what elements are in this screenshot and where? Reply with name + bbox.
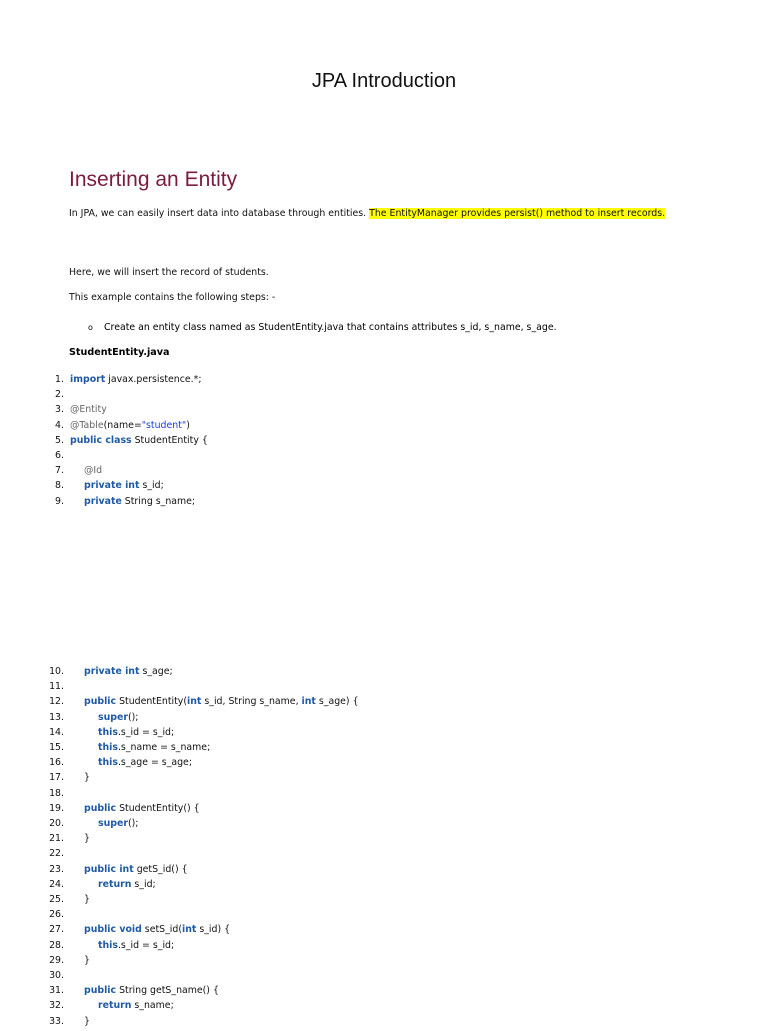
line-number: 28. <box>49 939 64 951</box>
code-text <box>98 940 174 951</box>
code-keyword: private int <box>84 666 140 677</box>
section-heading: Inserting an Entity <box>69 168 238 191</box>
line-number: 16. <box>49 757 64 769</box>
bullet-icon: o <box>88 323 93 332</box>
code-keyword: public <box>84 696 117 708</box>
code-text <box>84 833 90 844</box>
code-text <box>98 1000 174 1011</box>
code-keyword: public void <box>84 924 142 936</box>
code-text <box>84 496 195 507</box>
code-text <box>84 955 90 966</box>
code-token: s_id; <box>131 878 156 890</box>
line-number: 14. <box>49 726 64 738</box>
code-token: StudentEntity() { <box>116 802 200 814</box>
line-number: 17. <box>49 772 64 784</box>
code-annotation: @Table <box>70 419 104 431</box>
line-number: 27. <box>49 924 64 936</box>
code-token: javax.persistence.*; <box>105 374 202 385</box>
line-number: 31. <box>49 985 64 997</box>
line-number: 3. <box>55 404 64 416</box>
intro-paragraph <box>69 208 665 219</box>
intro-text: In JPA, we can easily insert data into database through entities. <box>69 208 370 219</box>
code-text <box>84 480 164 491</box>
code-text <box>84 864 188 875</box>
code-keyword: this <box>98 757 118 769</box>
code-keyword: public <box>84 802 117 814</box>
line-number: 13. <box>49 711 64 723</box>
code-keyword: public <box>84 985 117 997</box>
line-number: 18. <box>49 787 64 799</box>
code-keyword: this <box>98 939 118 951</box>
code-token: getS_id() { <box>133 863 188 875</box>
code-annotation: @Id <box>84 465 103 477</box>
code-keyword: return <box>98 1000 132 1012</box>
line-number: 25. <box>49 894 64 905</box>
code-keyword: super <box>98 818 128 829</box>
code-token: s_id, String s_name, <box>201 696 302 708</box>
code-token: .s_id = s_id; <box>117 939 175 951</box>
paragraph-students: Here, we will insert the record of students. <box>69 267 269 278</box>
code-keyword: int <box>182 924 197 936</box>
code-text <box>84 1016 90 1027</box>
list-item-text: Create an entity class named as StudentEntity.java that contains attributes s_id, s_name, s_age. <box>104 322 557 333</box>
code-keyword: import <box>70 374 106 385</box>
file-label: StudentEntity.java <box>69 347 170 358</box>
line-number: 19. <box>49 802 64 814</box>
line-number: 6. <box>55 450 64 461</box>
line-number: 21. <box>49 833 64 845</box>
code-token: } <box>84 894 90 905</box>
line-number: 11. <box>49 681 64 693</box>
code-token: String s_name; <box>121 495 196 507</box>
line-number: 12. <box>49 696 64 708</box>
code-text <box>98 712 138 723</box>
line-number: 23. <box>49 863 64 875</box>
code-token: } <box>84 954 90 966</box>
code-token: (); <box>127 818 139 829</box>
code-token: .s_name = s_name; <box>117 742 211 753</box>
code-token: } <box>84 833 90 845</box>
code-token: StudentEntity( <box>116 696 188 708</box>
code-token: .s_age = s_age; <box>117 757 192 769</box>
code-keyword: public int <box>84 863 134 875</box>
code-token: setS_id( <box>141 924 182 936</box>
line-number: 32. <box>49 1000 64 1012</box>
code-keyword: int <box>301 696 316 708</box>
line-number: 22. <box>49 848 64 860</box>
code-text <box>98 757 192 768</box>
line-number: 8. <box>55 480 64 492</box>
code-token: } <box>84 1015 90 1027</box>
code-text <box>84 803 200 814</box>
code-string: "student" <box>141 419 187 431</box>
line-number: 1. <box>55 374 64 385</box>
code-token: s_id; <box>139 480 164 492</box>
line-number: 26. <box>49 909 64 921</box>
code-token: .s_id = s_id; <box>117 726 175 738</box>
line-number: 29. <box>49 954 64 966</box>
code-text <box>70 404 107 415</box>
code-keyword: private <box>84 495 122 507</box>
code-text <box>84 894 90 905</box>
code-text <box>84 666 173 677</box>
line-number: 4. <box>55 419 64 431</box>
code-token: ) <box>186 419 190 431</box>
code-token: s_name; <box>131 1000 174 1012</box>
line-number: 33. <box>49 1015 64 1027</box>
line-number: 10. <box>49 666 64 677</box>
code-token: String getS_name() { <box>116 985 219 997</box>
page-title: JPA Introduction <box>311 70 457 92</box>
line-number: 5. <box>55 434 64 446</box>
code-text <box>84 696 359 707</box>
code-keyword: public class <box>70 434 132 446</box>
line-number: 7. <box>55 465 64 477</box>
code-text <box>98 879 156 890</box>
code-text <box>70 435 208 446</box>
code-token: (); <box>127 711 139 723</box>
list-item <box>88 322 557 333</box>
code-text <box>70 374 201 385</box>
code-token: s_age) { <box>315 696 359 708</box>
code-keyword: this <box>98 742 118 753</box>
code-text <box>70 420 190 431</box>
code-keyword: return <box>98 878 132 890</box>
line-number: 30. <box>49 970 64 981</box>
line-number: 20. <box>49 818 64 829</box>
paragraph-steps: This example contains the following steps: - <box>69 292 276 303</box>
line-number: 9. <box>55 495 64 507</box>
line-number: 2. <box>55 389 64 401</box>
code-annotation: @Entity <box>70 404 107 416</box>
code-text <box>98 818 138 829</box>
code-token: s_age; <box>139 666 173 677</box>
code-text <box>98 742 210 753</box>
code-text <box>98 727 174 738</box>
highlighted-text: The EntityManager provides persist() method to insert records. <box>369 208 666 219</box>
code-keyword: int <box>187 696 202 708</box>
code-keyword: this <box>98 726 118 738</box>
code-token: } <box>84 772 90 784</box>
code-text <box>84 985 219 996</box>
code-token: (name= <box>103 419 142 431</box>
line-number: 24. <box>49 878 64 890</box>
code-text <box>84 465 102 476</box>
code-text <box>84 924 230 935</box>
line-number: 15. <box>49 742 64 753</box>
code-keyword: super <box>98 711 128 723</box>
code-text <box>84 772 90 783</box>
code-keyword: private int <box>84 480 140 492</box>
code-token: StudentEntity { <box>131 434 208 446</box>
code-token: s_id) { <box>196 924 231 936</box>
